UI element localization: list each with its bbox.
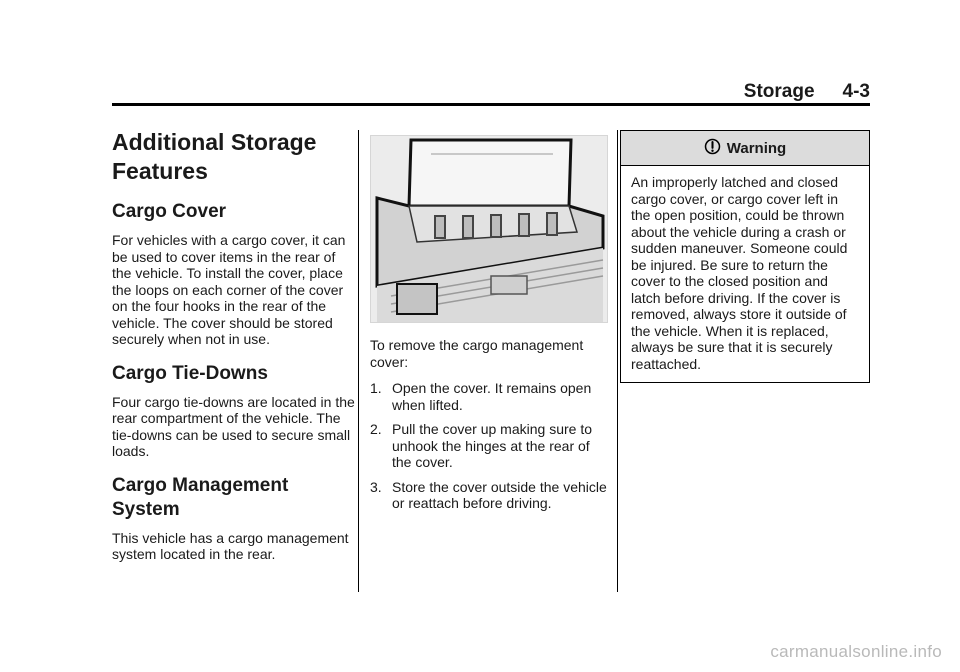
warning-title: Warning	[726, 139, 787, 157]
removal-intro: To remove the cargo management cover:	[370, 337, 584, 370]
column-divider	[617, 130, 618, 592]
right-column	[620, 118, 870, 383]
list-item: 1. Open the cover. It remains open when lifted.	[370, 380, 592, 413]
list-item: 2. Pull the cover up making sure to unhook the hinges at the rear of the cover.	[370, 421, 592, 470]
page-number: 4-3	[842, 81, 870, 102]
removal-steps	[370, 380, 608, 512]
header-rule	[112, 103, 870, 106]
cargo-cover-illustration	[370, 135, 608, 323]
warning-text: An improperly latched and closed cargo cover, or cargo cover left in the open position, could be thrown about the vehicle during a crash or sudden maneuver. Someone could be injured. Be sure to return the cover to the closed position and latch before driving. If the cover is removed, always store it outside of the vehicle. When it is replaced, always be sure that it is securely reattached.	[631, 174, 848, 372]
page-header	[112, 80, 870, 104]
middle-column	[370, 118, 608, 520]
left-column	[112, 118, 356, 563]
watermark: carmanualsonline.info	[770, 642, 942, 661]
warning-box	[620, 130, 870, 383]
paragraph-cargo-cover: For vehicles with a cargo cover, it can be used to cover items in the rear of the vehicle. To install the cover, place the loops on each corner of the cover on the four hooks in the rear of the vehicle. The cover should be stored securely when not in use.	[112, 232, 346, 347]
section-title: Storage	[743, 81, 815, 102]
warning-icon	[704, 138, 721, 159]
paragraph-cargo-management: This vehicle has a cargo management system located in the rear.	[112, 529, 349, 562]
warning-header	[621, 131, 869, 166]
heading-cargo-tie-downs: Cargo Tie-Downs	[112, 362, 268, 384]
page-title: Additional Storage Features	[112, 129, 317, 184]
paragraph-cargo-tie-downs: Four cargo tie-downs are located in the rear compartment of the vehicle. The tie-downs can be used to secure small loads.	[112, 393, 355, 459]
list-item: 3. Store the cover outside the vehicle or reattach before driving.	[370, 478, 607, 511]
heading-cargo-cover: Cargo Cover	[112, 201, 227, 222]
column-divider	[358, 130, 359, 592]
heading-cargo-management: Cargo Management System	[112, 474, 289, 520]
